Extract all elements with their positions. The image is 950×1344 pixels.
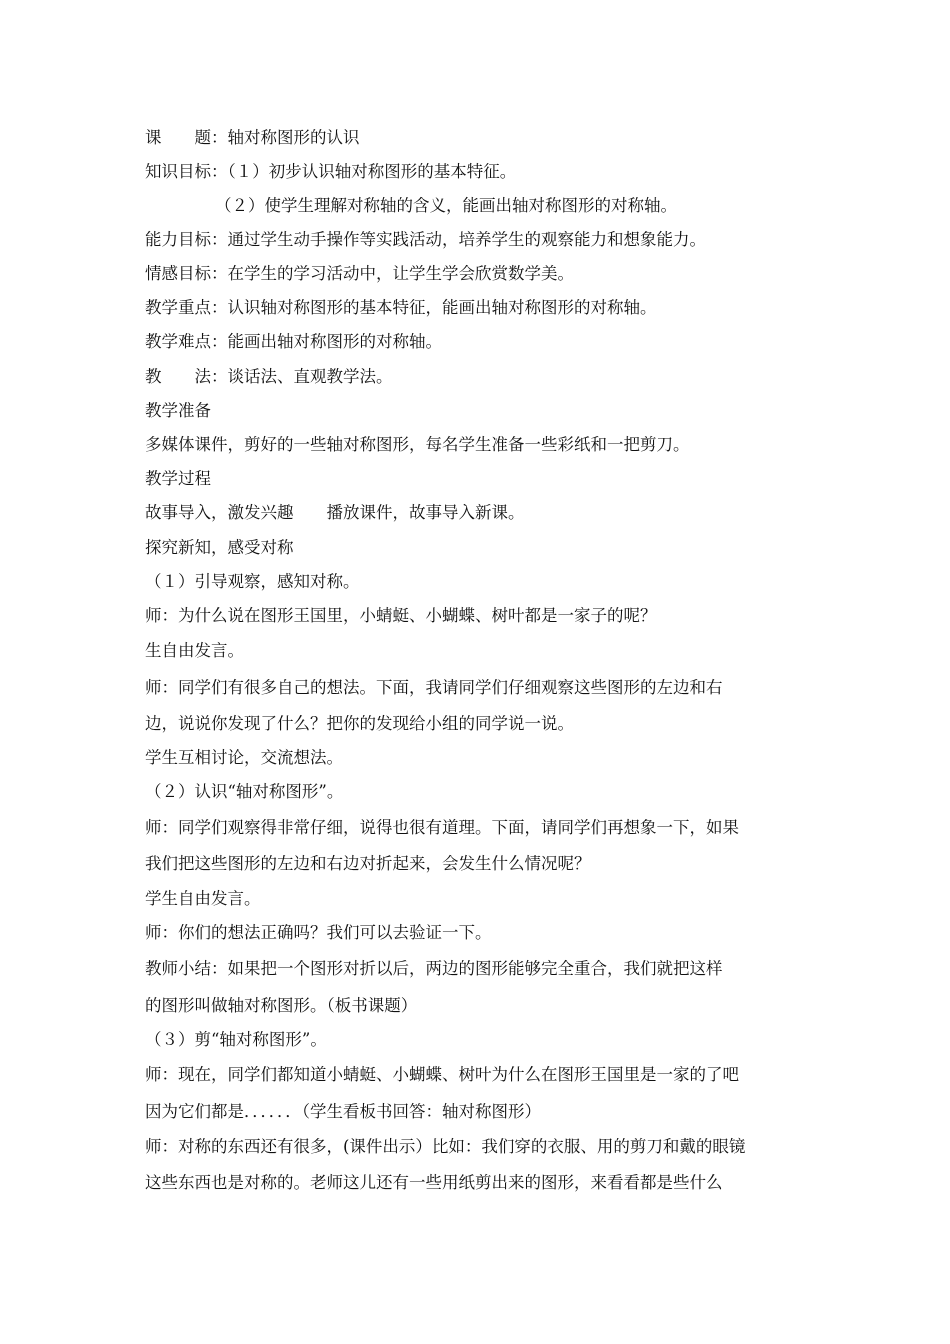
- step-2-heading: （２）认识“轴对称图形”。: [145, 782, 344, 801]
- emotion-goal-line: 情感目标：在学生的学习活动中，让学生学会欣赏数学美。: [145, 264, 574, 283]
- difficulty-line: 教学难点：能画出轴对称图形的对称轴。: [145, 332, 442, 351]
- paragraph-line: 师：为什么说在图形王国里，小蜻蜓、小蝴蝶、树叶都是一家子的呢？: [145, 606, 657, 625]
- step-3-heading: （３）剪“轴对称图形”。: [145, 1030, 327, 1049]
- ability-goal-line: 能力目标：通过学生动手操作等实践活动，培养学生的观察能力和想象能力。: [145, 230, 706, 249]
- teacher-summary-line-1: 教师小结：如果把一个图形对折以后，两边的图形能够完全重合，我们就把这样: [145, 959, 723, 978]
- preparation-text: 多媒体课件，剪好的一些轴对称图形，每名学生准备一些彩纸和一把剪刀。: [145, 435, 690, 454]
- paragraph-line: 生自由发言。: [145, 641, 244, 660]
- paragraph-line: 我们把这些图形的左边和右边对折起来，会发生什么情况呢？: [145, 854, 591, 873]
- paragraph-line: 学生互相讨论，交流想法。: [145, 748, 343, 767]
- preparation-heading: 教学准备: [145, 401, 211, 420]
- paragraph-line: 边，说说你发现了什么？把你的发现给小组的同学说一说。: [145, 714, 574, 733]
- knowledge-goal-line-1: 知识目标：（１）初步认识轴对称图形的基本特征。: [145, 162, 517, 181]
- lesson-title-line: 课 题：轴对称图形的认识: [145, 128, 360, 147]
- paragraph-line: 因为它们都是．．．．．．（学生看板书回答：轴对称图形）: [145, 1102, 541, 1121]
- paragraph-line: 学生自由发言。: [145, 889, 261, 908]
- step-1-heading: （１）引导观察，感知对称。: [145, 572, 360, 591]
- knowledge-goal-line-2: （２）使学生理解对称轴的含义，能画出轴对称图形的对称轴。: [215, 196, 677, 215]
- teaching-method-line: 教 法：谈话法、直观教学法。: [145, 367, 393, 386]
- teacher-summary-line-2: 的图形叫做轴对称图形。（板书课题）: [145, 996, 418, 1015]
- process-heading: 教学过程: [145, 469, 211, 488]
- story-intro-line: 故事导入，激发兴趣 播放课件，故事导入新课。: [145, 503, 525, 522]
- key-point-line: 教学重点：认识轴对称图形的基本特征，能画出轴对称图形的对称轴。: [145, 298, 657, 317]
- paragraph-line: 师：现在，同学们都知道小蜻蜓、小蝴蝶、树叶为什么在图形王国里是一家的了吧: [145, 1065, 739, 1084]
- paragraph-line: 师：你们的想法正确吗？我们可以去验证一下。: [145, 923, 492, 942]
- paragraph-line: 师：同学们有很多自己的想法。下面，我请同学们仔细观察这些图形的左边和右: [145, 678, 723, 697]
- explore-heading: 探究新知，感受对称: [145, 538, 294, 557]
- paragraph-line: 这些东西也是对称的。老师这儿还有一些用纸剪出来的图形，来看看都是些什么: [145, 1173, 723, 1192]
- paragraph-line: 师：对称的东西还有很多，(课件出示）比如：我们穿的衣服、用的剪刀和戴的眼镜: [145, 1137, 746, 1156]
- paragraph-line: 师：同学们观察得非常仔细，说得也很有道理。下面，请同学们再想象一下，如果: [145, 818, 739, 837]
